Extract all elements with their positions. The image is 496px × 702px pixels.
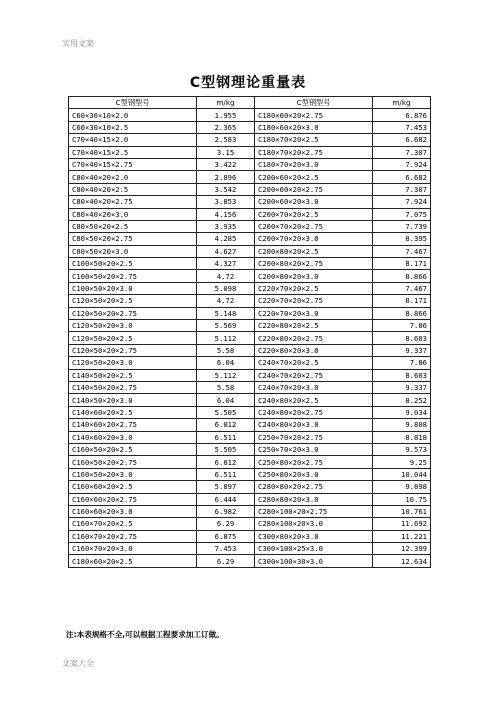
cell-weight-right: 8.866 xyxy=(373,307,431,319)
cell-weight-right: 9.573 xyxy=(373,443,431,455)
cell-weight-left: 3.422 xyxy=(197,158,255,170)
column-header-model-right: C型钢型号 xyxy=(255,97,373,109)
cell-model-right: C280×80×20×3.0 xyxy=(255,493,373,505)
cell-model-left: C160×70×20×3.0 xyxy=(69,543,197,555)
column-header-weight-right: m/kg xyxy=(373,97,431,109)
table-row xyxy=(69,456,431,468)
table-row xyxy=(69,530,431,542)
cell-model-right: C250×70×20×2.75 xyxy=(255,431,373,443)
table-row xyxy=(69,344,431,356)
cell-weight-left: 4.327 xyxy=(197,258,255,270)
cell-model-left: C120×50×20×2.5 xyxy=(69,295,197,307)
cell-weight-right: 10.044 xyxy=(373,468,431,480)
cell-weight-left: 3.15 xyxy=(197,146,255,158)
cell-model-left: C60×30×10×2.5 xyxy=(69,121,197,133)
table-row xyxy=(69,394,431,406)
cell-model-right: C180×70×20×2.5 xyxy=(255,134,373,146)
cell-weight-right: 7.467 xyxy=(373,245,431,257)
cell-weight-right: 9.898 xyxy=(373,481,431,493)
cell-model-right: C240×70×20×2.5 xyxy=(255,357,373,369)
table-row xyxy=(69,295,431,307)
cell-weight-left: 6.012 xyxy=(197,456,255,468)
cell-weight-left: 4.72 xyxy=(197,270,255,282)
cell-weight-left: 2.896 xyxy=(197,171,255,183)
cell-weight-left: 3.853 xyxy=(197,196,255,208)
cell-model-left: C80×40×20×3.0 xyxy=(69,208,197,220)
cell-weight-right: 12.399 xyxy=(373,543,431,555)
cell-weight-right: 8.603 xyxy=(373,369,431,381)
cell-weight-right: 11.692 xyxy=(373,518,431,530)
cell-model-left: C120×50×20×2.75 xyxy=(69,307,197,319)
cell-model-left: C140×60×20×2.75 xyxy=(69,419,197,431)
cell-weight-right: 7.307 xyxy=(373,183,431,195)
cell-model-left: C140×50×20×2.5 xyxy=(69,369,197,381)
cell-model-right: C220×80×20×2.75 xyxy=(255,332,373,344)
cell-model-left: C100×50×20×3.0 xyxy=(69,282,197,294)
cell-model-left: C80×50×20×3.0 xyxy=(69,245,197,257)
cell-model-right: C200×60×20×2.5 xyxy=(255,171,373,183)
cell-model-left: C70×40×15×2.0 xyxy=(69,134,197,146)
cell-model-right: C240×70×20×3.0 xyxy=(255,381,373,393)
cell-model-right: C220×80×20×2.5 xyxy=(255,320,373,332)
table-row xyxy=(69,233,431,245)
cell-weight-right: 12.634 xyxy=(373,555,431,567)
cell-weight-left: 5.897 xyxy=(197,481,255,493)
cell-weight-right: 7.467 xyxy=(373,282,431,294)
cell-model-right: C300×100×30×3.0 xyxy=(255,555,373,567)
cell-model-left: C180×60×20×2.5 xyxy=(69,555,197,567)
cell-model-right: C240×70×20×2.75 xyxy=(255,369,373,381)
cell-model-right: C250×70×20×3.0 xyxy=(255,443,373,455)
cell-model-left: C160×70×20×2.5 xyxy=(69,518,197,530)
table-row xyxy=(69,419,431,431)
cell-model-right: C220×80×20×3.0 xyxy=(255,344,373,356)
cell-weight-left: 5.58 xyxy=(197,344,255,356)
table-header-row xyxy=(69,97,431,109)
cell-model-left: C120×50×20×3.0 xyxy=(69,320,197,332)
cell-weight-right: 8.171 xyxy=(373,295,431,307)
cell-weight-left: 6.511 xyxy=(197,431,255,443)
table-row xyxy=(69,518,431,530)
cell-weight-right: 10.75 xyxy=(373,493,431,505)
cell-model-right: C200×80×20×3.0 xyxy=(255,270,373,282)
table-row xyxy=(69,357,431,369)
cell-model-left: C160×70×20×2.75 xyxy=(69,530,197,542)
cell-weight-left: 5.112 xyxy=(197,369,255,381)
cell-model-right: C180×70×20×3.0 xyxy=(255,158,373,170)
cell-model-right: C200×70×20×3.0 xyxy=(255,233,373,245)
table-row xyxy=(69,307,431,319)
table-row xyxy=(69,134,431,146)
cell-weight-left: 4.72 xyxy=(197,295,255,307)
cell-model-right: C200×70×20×2.5 xyxy=(255,208,373,220)
cell-weight-right: 8.252 xyxy=(373,394,431,406)
cell-model-right: C180×60×20×3.0 xyxy=(255,121,373,133)
table-row xyxy=(69,220,431,232)
cell-model-right: C300×80×20×3.0 xyxy=(255,530,373,542)
cell-model-left: C70×40×15×2.75 xyxy=(69,158,197,170)
cell-model-right: C200×60×20×2.75 xyxy=(255,183,373,195)
table-row xyxy=(69,171,431,183)
cell-weight-left: 6.875 xyxy=(197,530,255,542)
cell-model-right: C180×60×20×2.75 xyxy=(255,109,373,121)
table-row xyxy=(69,258,431,270)
cell-model-right: C200×70×20×2.75 xyxy=(255,220,373,232)
cell-weight-right: 9.808 xyxy=(373,419,431,431)
table-note: 注:本表规格不全,可以根据工程要求加工订做。 xyxy=(66,630,224,639)
cell-model-left: C100×50×20×2.75 xyxy=(69,270,197,282)
table-row xyxy=(69,406,431,418)
table-row xyxy=(69,505,431,517)
table-row xyxy=(69,158,431,170)
cell-model-left: C160×60×20×2.75 xyxy=(69,493,197,505)
cell-model-left: C120×50×20×2.5 xyxy=(69,332,197,344)
cell-weight-left: 5.58 xyxy=(197,381,255,393)
cell-weight-right: 11.221 xyxy=(373,530,431,542)
table-row xyxy=(69,543,431,555)
table-row xyxy=(69,208,431,220)
table-row xyxy=(69,332,431,344)
cell-model-right: C220×70×20×3.0 xyxy=(255,307,373,319)
cell-weight-left: 3.542 xyxy=(197,183,255,195)
cell-weight-right: 9.337 xyxy=(373,344,431,356)
cell-model-right: C300×100×25×3.0 xyxy=(255,543,373,555)
table-row xyxy=(69,443,431,455)
cell-weight-left: 5.098 xyxy=(197,282,255,294)
table-row xyxy=(69,320,431,332)
cell-model-left: C160×60×20×2.5 xyxy=(69,481,197,493)
cell-weight-right: 6.682 xyxy=(373,134,431,146)
page-footer-text: 文案大全 xyxy=(62,659,94,668)
cell-weight-right: 7.924 xyxy=(373,158,431,170)
steel-weight-table xyxy=(68,96,431,568)
cell-model-left: C140×50×20×3.0 xyxy=(69,394,197,406)
table-row xyxy=(69,282,431,294)
cell-weight-right: 7.739 xyxy=(373,220,431,232)
cell-weight-right: 6.682 xyxy=(373,171,431,183)
table-row xyxy=(69,481,431,493)
cell-weight-left: 6.511 xyxy=(197,468,255,480)
cell-weight-left: 5.112 xyxy=(197,332,255,344)
cell-model-left: C70×40×15×2.5 xyxy=(69,146,197,158)
table-title: C型钢理论重量表 xyxy=(189,75,307,91)
cell-model-left: C80×50×20×2.75 xyxy=(69,233,197,245)
cell-weight-left: 2.583 xyxy=(197,134,255,146)
table-row xyxy=(69,555,431,567)
cell-model-left: C80×50×20×2.5 xyxy=(69,220,197,232)
cell-weight-left: 1.955 xyxy=(197,109,255,121)
cell-weight-right: 8.395 xyxy=(373,233,431,245)
cell-model-right: C200×60×20×3.0 xyxy=(255,196,373,208)
cell-model-left: C160×50×20×2.75 xyxy=(69,456,197,468)
cell-weight-right: 8.171 xyxy=(373,258,431,270)
cell-model-left: C140×60×20×2.5 xyxy=(69,406,197,418)
table-row xyxy=(69,270,431,282)
cell-model-right: C220×70×20×2.5 xyxy=(255,282,373,294)
table-row xyxy=(69,109,431,121)
cell-weight-left: 4.285 xyxy=(197,233,255,245)
cell-model-left: C160×60×20×3.0 xyxy=(69,505,197,517)
cell-weight-right: 8.603 xyxy=(373,332,431,344)
cell-weight-left: 6.982 xyxy=(197,505,255,517)
cell-model-left: C60×30×10×2.0 xyxy=(69,109,197,121)
cell-weight-right: 10.761 xyxy=(373,505,431,517)
cell-weight-left: 6.012 xyxy=(197,419,255,431)
cell-model-left: C120×50×20×2.75 xyxy=(69,344,197,356)
cell-weight-left: 2.365 xyxy=(197,121,255,133)
cell-weight-left: 7.453 xyxy=(197,543,255,555)
cell-model-right: C180×70×20×2.75 xyxy=(255,146,373,158)
table-row xyxy=(69,196,431,208)
page-header-text: 实用文案 xyxy=(62,39,94,48)
column-header-model-left: C型钢型号 xyxy=(69,97,197,109)
cell-weight-right: 9.034 xyxy=(373,406,431,418)
cell-weight-left: 4.156 xyxy=(197,208,255,220)
cell-weight-left: 5.148 xyxy=(197,307,255,319)
cell-weight-left: 5.505 xyxy=(197,406,255,418)
table-row xyxy=(69,493,431,505)
cell-model-left: C120×50×20×3.0 xyxy=(69,357,197,369)
cell-weight-left: 6.04 xyxy=(197,357,255,369)
table-row xyxy=(69,431,431,443)
column-header-weight-left: m/kg xyxy=(197,97,255,109)
cell-model-right: C240×80×20×2.5 xyxy=(255,394,373,406)
cell-weight-right: 9.337 xyxy=(373,381,431,393)
cell-weight-right: 8.866 xyxy=(373,270,431,282)
cell-weight-right: 7.307 xyxy=(373,146,431,158)
cell-model-right: C240×80×20×2.75 xyxy=(255,406,373,418)
cell-weight-left: 6.04 xyxy=(197,394,255,406)
cell-model-right: C280×80×20×2.75 xyxy=(255,481,373,493)
cell-model-left: C80×40×20×2.75 xyxy=(69,196,197,208)
cell-model-left: C80×40×20×2.5 xyxy=(69,183,197,195)
cell-weight-left: 6.29 xyxy=(197,555,255,567)
cell-model-right: C250×80×20×3.0 xyxy=(255,468,373,480)
cell-weight-left: 6.444 xyxy=(197,493,255,505)
cell-weight-left: 6.29 xyxy=(197,518,255,530)
table-row xyxy=(69,121,431,133)
cell-weight-right: 7.86 xyxy=(373,357,431,369)
cell-model-left: C80×40×20×2.0 xyxy=(69,171,197,183)
cell-weight-left: 3.935 xyxy=(197,220,255,232)
cell-model-left: C100×50×20×2.5 xyxy=(69,258,197,270)
cell-weight-right: 8.818 xyxy=(373,431,431,443)
cell-model-right: C200×80×20×2.75 xyxy=(255,258,373,270)
cell-model-left: C140×50×20×2.75 xyxy=(69,381,197,393)
cell-model-right: C220×70×20×2.75 xyxy=(255,295,373,307)
cell-weight-right: 7.86 xyxy=(373,320,431,332)
cell-weight-left: 5.505 xyxy=(197,443,255,455)
table-row xyxy=(69,146,431,158)
table-row xyxy=(69,245,431,257)
cell-weight-left: 5.569 xyxy=(197,320,255,332)
cell-model-right: C240×80×20×3.0 xyxy=(255,419,373,431)
cell-weight-right: 7.453 xyxy=(373,121,431,133)
table-row xyxy=(69,381,431,393)
cell-model-right: C200×80×20×2.5 xyxy=(255,245,373,257)
table-row xyxy=(69,369,431,381)
cell-weight-right: 7.924 xyxy=(373,196,431,208)
table-body xyxy=(69,109,431,567)
cell-model-left: C140×60×20×3.0 xyxy=(69,431,197,443)
cell-weight-right: 7.075 xyxy=(373,208,431,220)
table-row xyxy=(69,468,431,480)
cell-model-right: C280×100×20×3.0 xyxy=(255,518,373,530)
cell-weight-right: 9.25 xyxy=(373,456,431,468)
cell-model-right: C250×80×20×2.75 xyxy=(255,456,373,468)
cell-model-left: C160×50×20×2.5 xyxy=(69,443,197,455)
table-row xyxy=(69,183,431,195)
cell-model-left: C160×50×20×3.0 xyxy=(69,468,197,480)
cell-weight-right: 6.876 xyxy=(373,109,431,121)
cell-weight-left: 4.627 xyxy=(197,245,255,257)
cell-model-right: C280×100×20×2.75 xyxy=(255,505,373,517)
